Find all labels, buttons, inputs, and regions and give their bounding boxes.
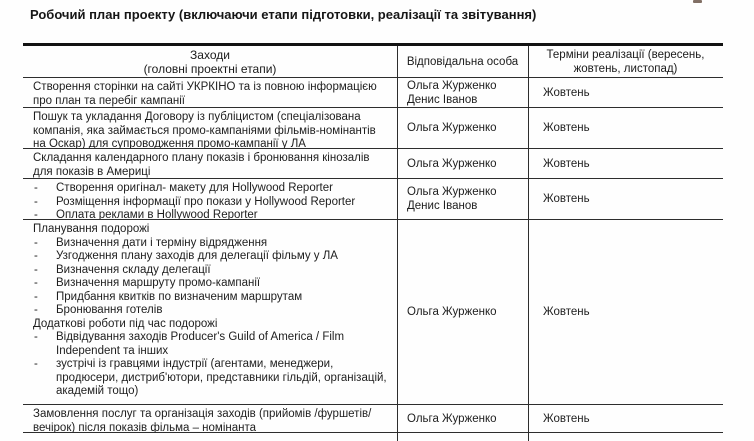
work-plan-table [23, 43, 723, 441]
bullet-dash: - [34, 209, 38, 219]
activity-cell [23, 108, 397, 148]
activity-text: Розміщення інформації про покази у Hollywood Reporter [56, 195, 356, 208]
activity-bullet [33, 237, 388, 251]
activity-text: Пошук та укладання Договору із публіцистом (спеціалізована компанія, яка займається промо-кампаніями фільмів-номінантів на Оскар) для супроводження промо-кампанії у ЛА [33, 111, 376, 148]
activity-cell [23, 78, 397, 107]
activity-text: Визначення дати і терміну відрядження [56, 236, 268, 249]
activity-bullet [33, 358, 388, 399]
activity-bullet [33, 291, 388, 305]
person-name: Ольга Журженко [407, 122, 497, 134]
activity-cell [23, 405, 397, 432]
table-row [23, 78, 723, 108]
person-name: Денис Іванов [407, 93, 478, 106]
activity-text: Складання календарного плану показів і бронювання кінозалів для показів в Америці [33, 152, 370, 178]
table-row [23, 220, 723, 405]
term-cell [528, 108, 723, 148]
header-terms-line1: Терміни реалізації (вересень, [546, 48, 705, 61]
header-activities [23, 46, 397, 77]
person-cell [397, 220, 528, 404]
person-cell [397, 149, 528, 178]
bullet-dash: - [34, 263, 38, 276]
document-title: Робочий план проекту (включаючи етапи підготовки, реалізації та звітування) [30, 7, 537, 22]
activity-bullet [33, 209, 388, 219]
bullet-dash: - [34, 236, 38, 249]
header-terms-line2: жовтень, листопад) [573, 62, 678, 75]
term-value: Жовтень [543, 86, 590, 99]
table-row-partial [23, 433, 723, 441]
activity-bullet [33, 250, 388, 264]
activity-text: Створення сторінки на сайті УКРКІНО та із повною інформацією про план та перебіг кампанії [33, 81, 377, 107]
activity-bullet [33, 304, 388, 318]
activity-bullet [33, 277, 388, 291]
term-cell [528, 405, 723, 432]
activity-text: Узгодження плану заходів для делегації фільму у ЛА [56, 250, 338, 262]
bullet-dash: - [34, 331, 38, 343]
column-separator [528, 46, 530, 441]
activity-cell [23, 220, 397, 404]
activity-bullet [33, 196, 388, 210]
table-header-row [23, 46, 723, 78]
term-value: Жовтень [543, 157, 590, 170]
table-row [23, 108, 723, 149]
activity-bullet [33, 182, 388, 196]
term-value: Жовтень [543, 122, 590, 134]
term-value: Жовтень [543, 306, 590, 318]
person-cell [397, 78, 528, 107]
bullet-dash: - [34, 277, 38, 289]
activity-text: Визначення складу делегації [56, 263, 211, 276]
activity-text: зустрічі із гравцями індустрії (агентами, менеджери, продюсери, дистриб'ютори, представники гільдій, організацій, академій тощо) [56, 358, 387, 397]
person-cell [397, 405, 528, 432]
activity-text: Замовлення послуг та організація заходів (прийомів /фуршетів/ вечірок) після показів фільма – номінанта [33, 408, 372, 432]
bullet-dash: - [34, 290, 38, 303]
bullet-dash: - [34, 250, 38, 262]
activity-cell [23, 149, 397, 178]
bullet-dash: - [34, 358, 38, 370]
table-row [23, 405, 723, 433]
term-cell [528, 179, 723, 219]
header-activities-line2: (головні проектні етапи) [143, 61, 277, 76]
activity-text: Додаткові роботи під час подорожі [33, 317, 218, 330]
header-person [397, 46, 528, 77]
activity-text: Визначення маршруту промо-кампанії [56, 277, 261, 289]
bullet-dash: - [34, 195, 38, 208]
person-cell [397, 179, 528, 219]
table-row [23, 179, 723, 220]
term-value: Жовтень [543, 412, 590, 425]
bullet-dash: - [34, 182, 38, 194]
person-name: Ольга Журженко [407, 412, 497, 425]
person-name: Ольга Журженко [407, 186, 497, 198]
person-name: Ольга Журженко [407, 157, 497, 170]
activity-text: Відвідування заходів Producer's Guild of America / Film Independent та інших [56, 331, 345, 357]
person-name: Ольга Журженко [407, 79, 497, 92]
activity-text: Створення оригінал- макету для Hollywood Reporter [56, 182, 333, 194]
bullet-dash: - [34, 304, 38, 316]
activity-text: Планування подорожі [33, 223, 150, 235]
person-cell [397, 108, 528, 148]
term-cell [528, 220, 723, 404]
scan-artifact [693, 0, 702, 3]
activity-text: Бронювання готелів [56, 304, 163, 316]
activity-text: Оплата реклами в Hollywood Reporter [56, 209, 258, 219]
activity-cell [23, 179, 397, 219]
term-cell [528, 149, 723, 178]
person-name: Ольга Журженко [407, 306, 497, 318]
header-terms [528, 46, 723, 77]
header-activities-line1: Заходи [190, 47, 230, 62]
header-person-label: Відповідальна особа [406, 55, 519, 68]
person-name: Денис Іванов [407, 200, 478, 212]
table-row [23, 149, 723, 179]
activity-bullet [33, 264, 388, 278]
column-separator [397, 46, 399, 441]
term-value: Жовтень [543, 193, 590, 205]
activity-bullet [33, 331, 388, 358]
activity-text: Придбання квитків по визначеним маршрутам [56, 290, 303, 303]
term-cell [528, 78, 723, 107]
